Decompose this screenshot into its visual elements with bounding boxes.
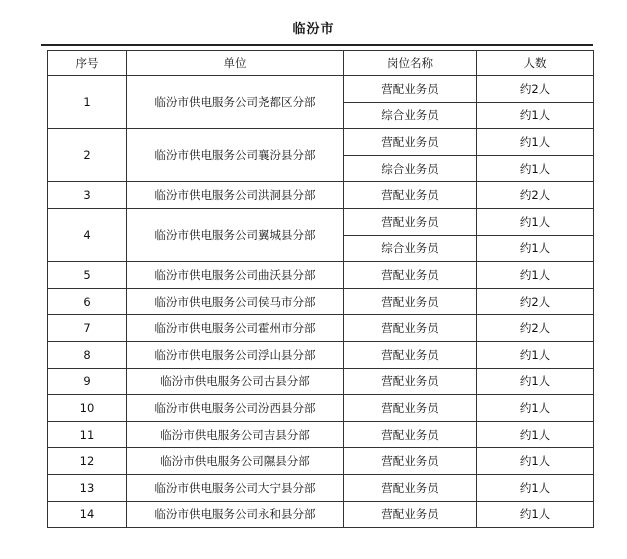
cell-unit: 临汾市供电服务公司古县分部 xyxy=(127,368,344,395)
cell-position: 综合业务员 xyxy=(344,102,477,129)
cell-count: 约1人 xyxy=(477,501,594,528)
cell-position: 营配业务员 xyxy=(344,288,477,315)
cell-count: 约1人 xyxy=(477,155,594,182)
cell-no: 2 xyxy=(48,129,127,182)
cell-unit: 临汾市供电服务公司侯马市分部 xyxy=(127,288,344,315)
cell-no: 10 xyxy=(48,395,127,422)
cell-position: 营配业务员 xyxy=(344,474,477,501)
cell-position: 营配业务员 xyxy=(344,76,477,103)
table-header-row xyxy=(48,51,594,76)
cell-no: 12 xyxy=(48,448,127,475)
cell-unit: 临汾市供电服务公司汾西县分部 xyxy=(127,395,344,422)
cell-count: 约1人 xyxy=(477,474,594,501)
cell-unit: 临汾市供电服务公司翼城县分部 xyxy=(127,208,344,261)
cell-no: 11 xyxy=(48,421,127,448)
cell-count: 约2人 xyxy=(477,288,594,315)
table-row xyxy=(48,288,594,315)
table-row xyxy=(48,129,594,156)
cell-position: 营配业务员 xyxy=(344,341,477,368)
cell-count: 约1人 xyxy=(477,421,594,448)
cell-unit: 临汾市供电服务公司曲沃县分部 xyxy=(127,262,344,289)
cell-unit: 临汾市供电服务公司尧都区分部 xyxy=(127,76,344,129)
table-row xyxy=(48,395,594,422)
cell-position: 营配业务员 xyxy=(344,421,477,448)
table-row xyxy=(48,448,594,475)
cell-no: 8 xyxy=(48,341,127,368)
cell-unit: 临汾市供电服务公司浮山县分部 xyxy=(127,341,344,368)
cell-count: 约2人 xyxy=(477,315,594,342)
cell-no: 5 xyxy=(48,262,127,289)
table-row xyxy=(48,421,594,448)
cell-no: 4 xyxy=(48,208,127,261)
table-row xyxy=(48,182,594,209)
header-position: 岗位名称 xyxy=(344,51,477,76)
cell-count: 约1人 xyxy=(477,262,594,289)
cell-unit: 临汾市供电服务公司霍州市分部 xyxy=(127,315,344,342)
cell-position: 综合业务员 xyxy=(344,235,477,262)
cell-no: 3 xyxy=(48,182,127,209)
cell-count: 约1人 xyxy=(477,208,594,235)
cell-count: 约1人 xyxy=(477,235,594,262)
cell-position: 营配业务员 xyxy=(344,448,477,475)
header-count: 人数 xyxy=(477,51,594,76)
table-row xyxy=(48,501,594,528)
cell-position: 营配业务员 xyxy=(344,315,477,342)
cell-unit: 临汾市供电服务公司隰县分部 xyxy=(127,448,344,475)
table-row xyxy=(48,341,594,368)
cell-no: 6 xyxy=(48,288,127,315)
table-body xyxy=(48,76,594,528)
cell-position: 营配业务员 xyxy=(344,262,477,289)
cell-no: 14 xyxy=(48,501,127,528)
cell-unit: 临汾市供电服务公司襄汾县分部 xyxy=(127,129,344,182)
cell-position: 营配业务员 xyxy=(344,182,477,209)
cell-count: 约1人 xyxy=(477,448,594,475)
cell-position: 营配业务员 xyxy=(344,368,477,395)
cell-count: 约2人 xyxy=(477,182,594,209)
top-rule xyxy=(41,44,593,46)
cell-count: 约1人 xyxy=(477,341,594,368)
table-row xyxy=(48,474,594,501)
header-unit: 单位 xyxy=(127,51,344,76)
cell-unit: 临汾市供电服务公司大宁县分部 xyxy=(127,474,344,501)
table-row xyxy=(48,76,594,103)
cell-position: 营配业务员 xyxy=(344,395,477,422)
recruitment-table xyxy=(47,50,594,528)
cell-count: 约1人 xyxy=(477,395,594,422)
page-title: 临汾市 xyxy=(292,22,335,37)
table-row xyxy=(48,315,594,342)
cell-position: 营配业务员 xyxy=(344,129,477,156)
cell-no: 13 xyxy=(48,474,127,501)
table-row xyxy=(48,208,594,235)
cell-unit: 临汾市供电服务公司洪洞县分部 xyxy=(127,182,344,209)
cell-count: 约2人 xyxy=(477,76,594,103)
cell-no: 1 xyxy=(48,76,127,129)
cell-count: 约1人 xyxy=(477,102,594,129)
cell-unit: 临汾市供电服务公司永和县分部 xyxy=(127,501,344,528)
table-row xyxy=(48,262,594,289)
cell-count: 约1人 xyxy=(477,129,594,156)
cell-no: 9 xyxy=(48,368,127,395)
cell-no: 7 xyxy=(48,315,127,342)
table-row xyxy=(48,368,594,395)
header-no: 序号 xyxy=(48,51,127,76)
cell-position: 综合业务员 xyxy=(344,155,477,182)
cell-unit: 临汾市供电服务公司吉县分部 xyxy=(127,421,344,448)
cell-count: 约1人 xyxy=(477,368,594,395)
cell-position: 营配业务员 xyxy=(344,501,477,528)
cell-position: 营配业务员 xyxy=(344,208,477,235)
